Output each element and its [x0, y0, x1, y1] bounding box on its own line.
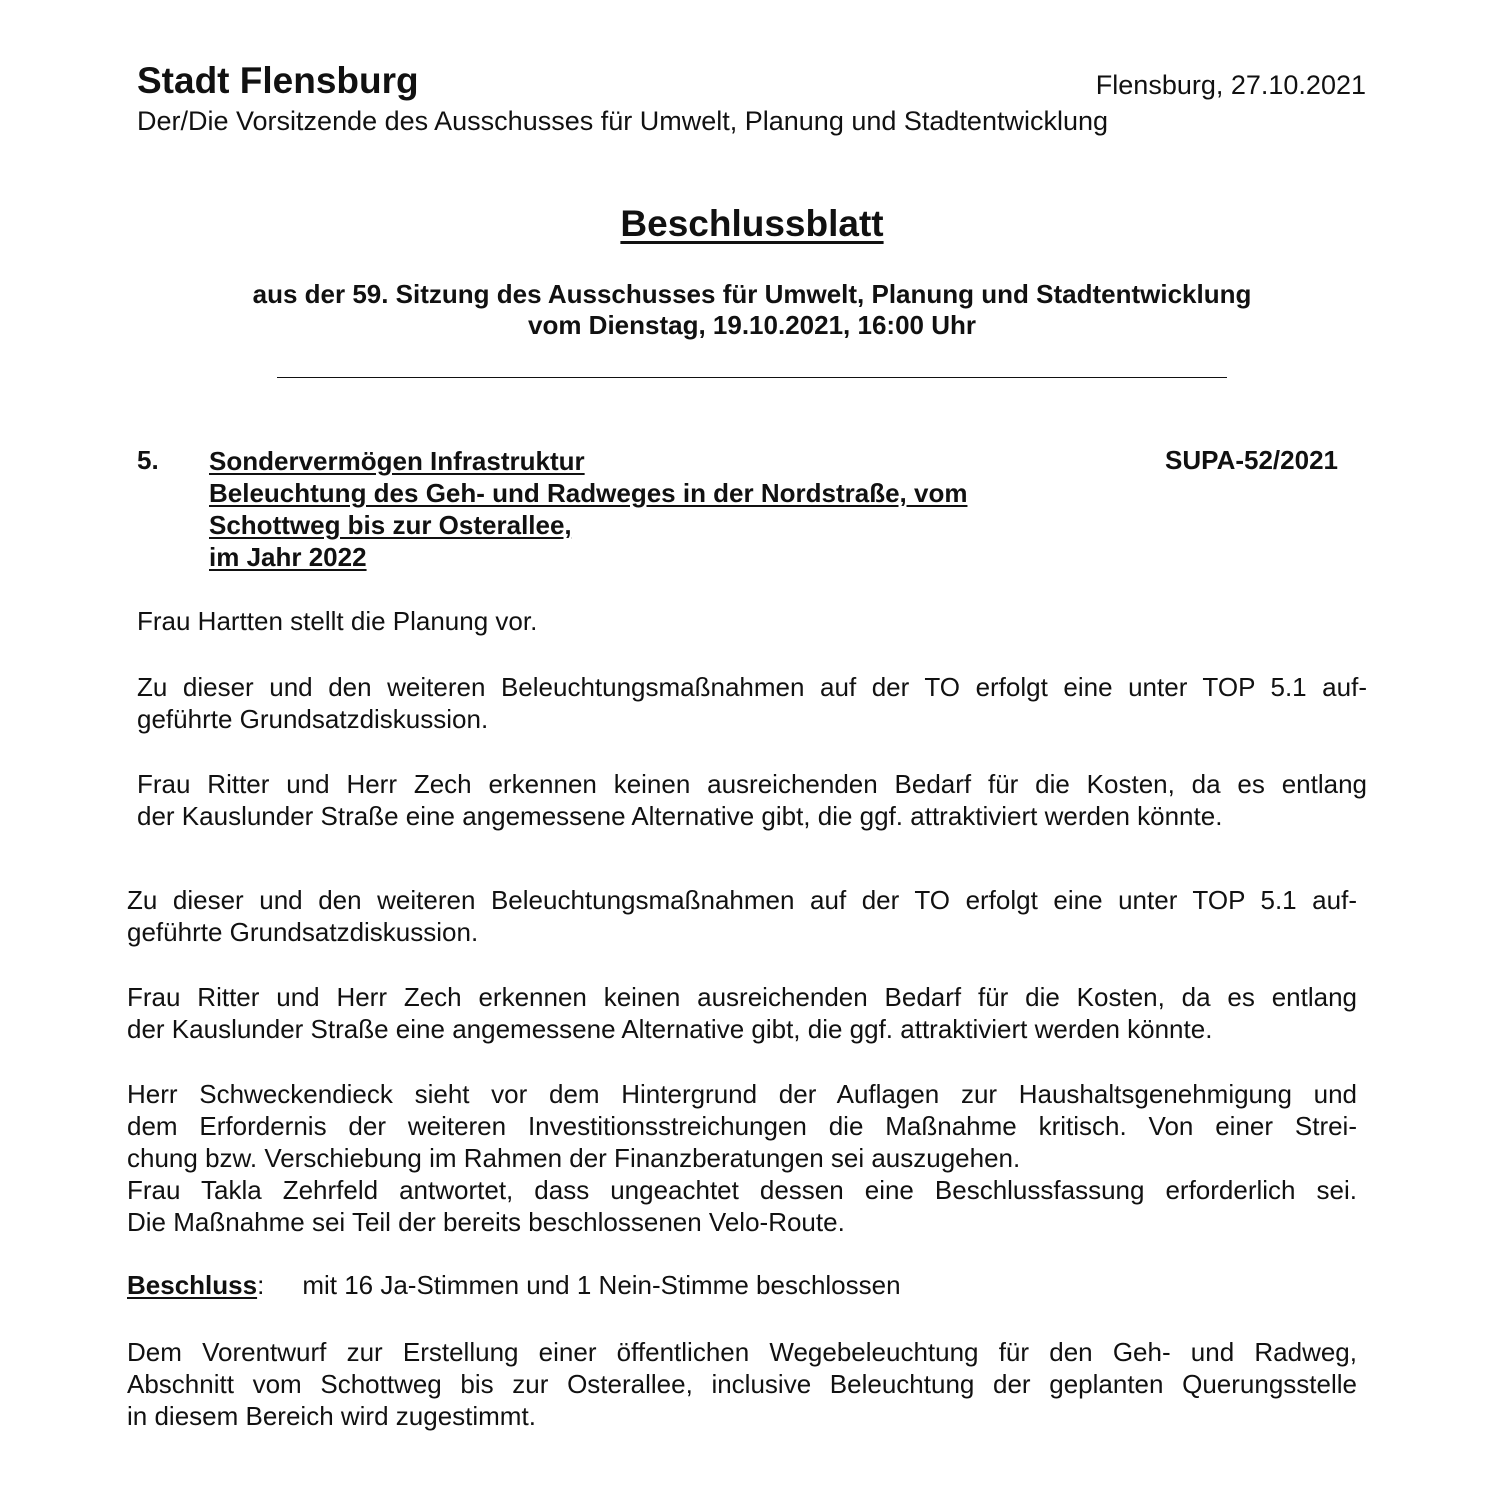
- decision-colon: :: [257, 1270, 265, 1300]
- paragraph-line: Herr Schweckendieck sieht vor dem Hintergrund der Auflagen zur Haushaltsgenehmigung und: [127, 1079, 1357, 1109]
- paragraph-line: der Kauslunder Straße eine angemessene Alternative gibt, die ggf. attraktiviert werden könnte.: [127, 1014, 1213, 1044]
- decision-row: [127, 1270, 901, 1301]
- paragraph-objection: [137, 768, 1367, 832]
- committee-chair: Der/Die Vorsitzende des Ausschusses für Umwelt, Planung und Stadtentwicklung: [137, 106, 1109, 136]
- agenda-item-title-line: im Jahr 2022: [209, 542, 367, 572]
- paragraph-line: Frau Hartten stellt die Planung vor.: [137, 606, 538, 636]
- resolution-text: [127, 1336, 1357, 1432]
- paragraph-line: Dem Vorentwurf zur Erstellung einer öffentlichen Wegebeleuchtung für den Geh- und Radweg,: [127, 1337, 1357, 1367]
- paragraph-line: in diesem Bereich wird zugestimmt.: [127, 1401, 536, 1431]
- paragraph-line: Abschnitt vom Schottweg bis zur Osterallee, inclusive Beleuchtung der geplanten Querungsstelle: [127, 1369, 1357, 1399]
- document-title: Beschlussblatt: [620, 203, 884, 244]
- decision-text: mit 16 Ja-Stimmen und 1 Nein-Stimme beschlossen: [302, 1270, 901, 1300]
- paragraph-discussion-repeat: [127, 884, 1357, 948]
- paragraph-discussion: [137, 671, 1367, 735]
- agenda-item-title: [209, 445, 967, 573]
- agenda-item-title-line: Beleuchtung des Geh- und Radweges in der Nordstraße, vom: [209, 478, 968, 508]
- session-line-2: vom Dienstag, 19.10.2021, 16:00 Uhr: [527, 310, 976, 340]
- paragraph-line: Frau Ritter und Herr Zech erkennen keinen ausreichenden Bedarf für die Kosten, da es entlang: [127, 982, 1357, 1012]
- session-line-1: aus der 59. Sitzung des Ausschusses für Umwelt, Planung und Stadtentwicklung: [252, 279, 1252, 309]
- paragraph-budget-concerns: [127, 1078, 1357, 1238]
- agenda-item-number: 5.: [137, 445, 159, 475]
- decision-label: Beschluss: [127, 1270, 258, 1300]
- paragraph-presentation: [137, 605, 1367, 637]
- paragraph-line: chung bzw. Verschiebung im Rahmen der Finanzberatungen sei auszugehen.: [127, 1143, 1021, 1173]
- paragraph-line: Frau Ritter und Herr Zech erkennen keinen ausreichenden Bedarf für die Kosten, da es entlang: [137, 769, 1367, 799]
- divider-rule: [277, 377, 1227, 378]
- paragraph-line: geführte Grundsatzdiskussion.: [127, 917, 479, 947]
- organization-name: Stadt Flensburg: [137, 60, 419, 101]
- paragraph-line: geführte Grundsatzdiskussion.: [137, 704, 489, 734]
- paragraph-line: Die Maßnahme sei Teil der bereits beschlossenen Velo-Route.: [127, 1207, 845, 1237]
- session-info: [0, 279, 1504, 341]
- paragraph-line: Frau Takla Zehrfeld antwortet, dass ungeachtet dessen eine Beschlussfassung erforderlich sei.: [127, 1175, 1357, 1205]
- agenda-item-title-line: Schottweg bis zur Osterallee,: [209, 510, 572, 540]
- place-date: Flensburg, 27.10.2021: [1095, 70, 1366, 100]
- agenda-item-reference: SUPA-52/2021: [1165, 445, 1338, 475]
- paragraph-line: Zu dieser und den weiteren Beleuchtungsmaßnahmen auf der TO erfolgt eine unter TOP 5.1 auf-: [137, 672, 1367, 702]
- paragraph-line: Zu dieser und den weiteren Beleuchtungsmaßnahmen auf der TO erfolgt eine unter TOP 5.1 auf-: [127, 885, 1357, 915]
- paragraph-line: der Kauslunder Straße eine angemessene Alternative gibt, die ggf. attraktiviert werden könnte.: [137, 801, 1223, 831]
- paragraph-line: dem Erfordernis der weiteren Investitionsstreichungen die Maßnahme kritisch. Von einer Strei-: [127, 1111, 1357, 1141]
- agenda-item-title-line: Sondervermögen Infrastruktur: [209, 446, 585, 476]
- paragraph-objection-repeat: [127, 981, 1357, 1045]
